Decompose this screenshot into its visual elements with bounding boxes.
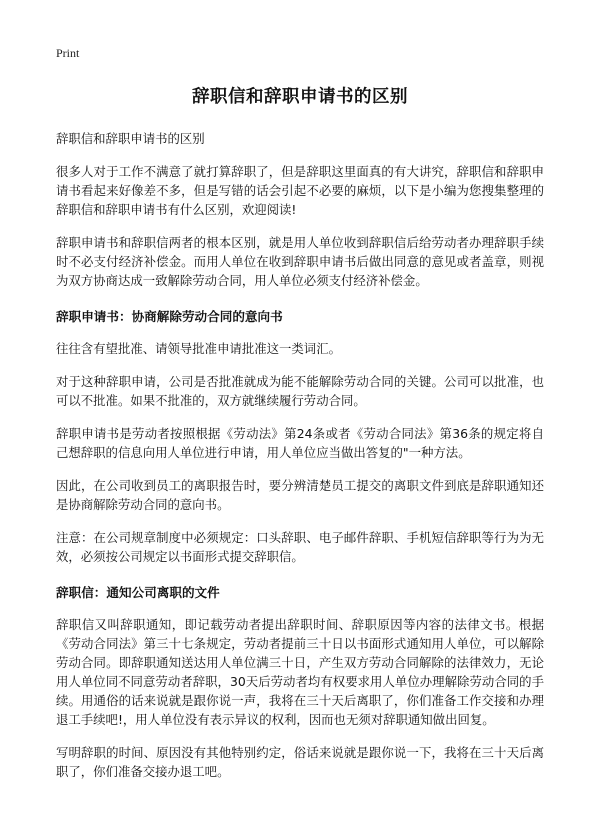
paragraph-distinguish: 因此，在公司收到员工的离职报告时，要分辨清楚员工提交的离职文件到底是辞职通知还是协商解除劳动合同的意向书。 xyxy=(56,478,544,512)
paragraph-difference: 辞职申请书和辞职信两者的根本区别，就是用人单位收到辞职信后给劳动者办理辞职手续时不必支付经济补偿金。而用人单位在收到辞职申请书后做出同意的意见或者盖章，则视为双方协商达成一致解除劳动合同，用人单位必须支付经济补偿金。 xyxy=(56,235,544,288)
paragraph-approval: 对于这种辞职申请，公司是否批准就成为能不能解除劳动合同的关键。公司可以批准，也可以不批准。如果不批准的，双方就继续履行劳动合同。 xyxy=(56,374,544,408)
page-title: 辞职信和辞职申请书的区别 xyxy=(192,87,408,107)
document-subtitle: 辞职信和辞职申请书的区别 xyxy=(56,131,205,146)
paragraph-wording: 往往含有望批准、请领导批准申请批准这一类词汇。 xyxy=(56,341,341,356)
section-heading-resignation-letter: 辞职信：通知公司离职的文件 xyxy=(56,585,220,600)
paragraph-intro: 很多人对于工作不满意了就打算辞职了，但是辞职这里面真的有大讲究，辞职信和辞职申请书看起来好像差不多，但是写错的话会引起不必要的麻烦，以下是小编为您搜集整理的辞职信和辞职申请书有什么区别，欢迎阅读! xyxy=(56,164,544,217)
section-heading-resignation-application: 辞职申请书：协商解除劳动合同的意向书 xyxy=(56,309,283,324)
paragraph-note: 注意：在公司规章制度中必须规定：口头辞职、电子邮件辞职、手机短信辞职等行为为无效，必须按公司规定以书面形式提交辞职信。 xyxy=(56,530,544,564)
paragraph-summary: 写明辞职的时间、原因没有其他特别约定，俗话来说就是跟你说一下，我将在三十天后离职了，你们准备交接办退工吧。 xyxy=(56,745,544,779)
print-link[interactable]: Print xyxy=(56,46,80,60)
paragraph-legal-basis: 辞职申请书是劳动者按照根据《劳动法》第24条或者《劳动合同法》第36条的规定将自己想辞职的信息向用人单位进行申请，用人单位应当做出答复的"一种方法。 xyxy=(56,426,544,460)
paragraph-resignation-notice: 辞职信又叫辞职通知，即记载劳动者提出辞职时间、辞职原因等内容的法律文书。根据《劳动合同法》第三十七条规定，劳动者提前三十日以书面形式通知用人单位，可以解除劳动合同。即辞职通知送达用人单位满三十日，产生双方劳动合同解除的法律效力，无论用人单位同不同意劳动者辞职，30天后劳动者均有权要求用人单位办理解除劳动合同的手续。用通俗的话来说就是跟你说一声，我将在三十天后离职了，你们准备工作交接和办理退工手续吧!，用人单位没有表示异议的权利，因而也无须对辞职通知做出回复。 xyxy=(56,617,544,727)
